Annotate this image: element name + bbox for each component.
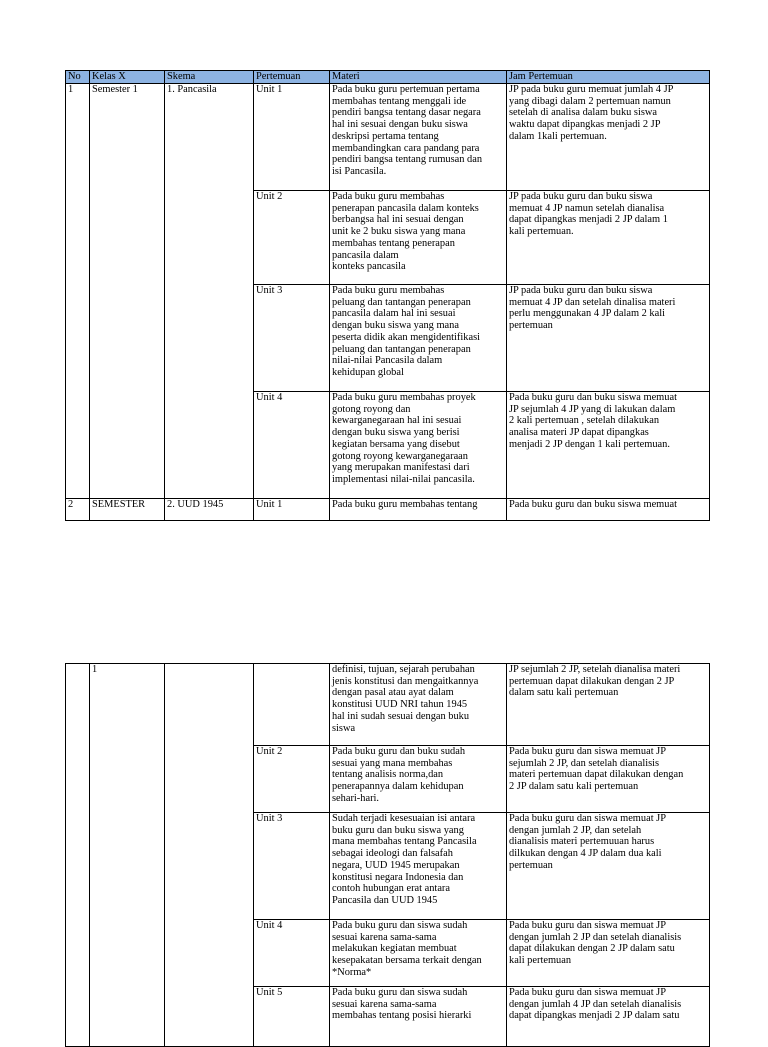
kelas-cell: 1 [90,664,165,1047]
materi-cell: Sudah terjadi kesesuaian isi antara buku guru dan buku siswa yang mana membahas tentang Pancasila sebagai ideologi dan falsafah negara, UUD 1945 merupakan konstitusi negara Indonesia dan contoh hubungan erat antara Pancasila dan UUD 1945 [330,813,507,920]
pertemuan-cell: Unit 4 [254,392,330,499]
materi-cell: Pada buku guru membahas tentang [330,499,507,521]
table-header-row [66,71,710,84]
pertemuan-cell: Unit 2 [254,191,330,285]
pertemuan-cell: Unit 1 [254,499,330,521]
kelas-cell: SEMESTER [90,499,165,521]
table-row [66,664,710,746]
pertemuan-cell [254,664,330,746]
table-row [66,84,710,191]
jam-cell: Pada buku guru dan siswa memuat JP dengan jumlah 4 JP dan setelah dianalisis dapat dipangkas menjadi 2 JP dalam satu [507,987,710,1047]
table-row [66,499,710,521]
jam-cell: Pada buku guru dan buku siswa memuat JP sejumlah 4 JP yang di lakukan dalam 2 kali pertemuan , setelah dilakukan analisa materi JP dapat dipangkas menjadi 2 JP dengan 1 kali pertemuan. [507,392,710,499]
materi-cell: Pada buku guru dan siswa sudah sesuai karena sama-sama membahas tentang posisi hierarki [330,987,507,1047]
header-pertemuan: Pertemuan [254,71,330,84]
materi-cell: Pada buku guru dan buku sudah sesuai yang mana membahas tentang analisis norma,dan penerapannya dalam kehidupan sehari-hari. [330,746,507,813]
materi-cell: Pada buku guru membahas proyek gotong royong dan kewarganegaraan hal ini sesuai dengan buku siswa yang berisi kegiatan bersama yang disebut gotong royong kewarganegaraan yang merupakan manifestasi dari implementasi nilai-nilai pancasila. [330,392,507,499]
pertemuan-cell: Unit 2 [254,746,330,813]
header-materi: Materi [330,71,507,84]
curriculum-table-top [65,70,710,521]
header-no: No [66,71,90,84]
header-jam-pertemuan: Jam Pertemuan [507,71,710,84]
jam-cell: JP pada buku guru memuat jumlah 4 JP yang dibagi dalam 2 pertemuan namun setelah di analisa dalam buku siswa waktu dapat dipangkas menjadi 2 JP dalam 1kali pertemuan. [507,84,710,191]
curriculum-table-continued [65,663,710,1047]
materi-cell: Pada buku guru membahas penerapan pancasila dalam konteks berbangsa hal ini sesuai dengan unit ke 2 buku siswa yang mana membahas tentang penerapan pancasila dalam konteks pancasila [330,191,507,285]
pertemuan-cell: Unit 5 [254,987,330,1047]
header-skema: Skema [165,71,254,84]
jam-cell: Pada buku guru dan siswa memuat JP sejumlah 2 JP, dan setelah dianalisis materi pertemuan dapat dilakukan dengan 2 JP dalam satu kali pertemuan [507,746,710,813]
jam-cell: JP sejumlah 2 JP, setelah dianalisa materi pertemuan dapat dilakukan dengan 2 JP dalam satu kali pertemuan [507,664,710,746]
skema-cell [165,664,254,1047]
pertemuan-cell: Unit 3 [254,813,330,920]
materi-cell: Pada buku guru pertemuan pertama membahas tentang menggali ide pendiri bangsa tentang dasar negara hal ini sesuai dengan buku siswa deskripsi pertama tentang membandingkan cara pandang para pendiri bangsa tentang rumusan dan isi Pancasila. [330,84,507,191]
pertemuan-cell: Unit 1 [254,84,330,191]
kelas-cell: Semester 1 [90,84,165,499]
jam-cell: JP pada buku guru dan buku siswa memuat 4 JP namun setelah dianalisa dapat dipangkas menjadi 2 JP dalam 1 kali pertemuan. [507,191,710,285]
materi-cell: definisi, tujuan, sejarah perubahan jenis konstitusi dan mengaitkannya dengan pasal atau ayat dalam konstitusi UUD NRI tahun 1945 hal ini sudah sesuai dengan buku siswa [330,664,507,746]
skema-cell: 2. UUD 1945 [165,499,254,521]
row-number: 2 [66,499,90,521]
pertemuan-cell: Unit 3 [254,285,330,392]
pertemuan-cell: Unit 4 [254,920,330,987]
materi-cell: Pada buku guru membahas peluang dan tantangan penerapan pancasila dalam hal ini sesuai dengan buku siswa yang mana peserta didik akan mengidentifikasi peluang dan tantangan penerapan nilai-nilai Pancasila dalam kehidupan global [330,285,507,392]
materi-cell: Pada buku guru dan siswa sudah sesuai karena sama-sama melakukan kegiatan membuat kesepakatan bersama terkait dengan *Norma* [330,920,507,987]
skema-cell: 1. Pancasila [165,84,254,499]
header-kelas: Kelas X [90,71,165,84]
jam-cell: JP pada buku guru dan buku siswa memuat 4 JP dan setelah dinalisa materi perlu menggunakan 4 JP dalam 2 kali pertemuan [507,285,710,392]
jam-cell: Pada buku guru dan buku siswa memuat [507,499,710,521]
row-number [66,664,90,1047]
jam-cell: Pada buku guru dan siswa memuat JP dengan jumlah 2 JP dan setelah dianalisis dapat dilakukan dengan 2 JP dalam satu kali pertemuan [507,920,710,987]
jam-cell: Pada buku guru dan siswa memuat JP dengan jumlah 2 JP, dan setelah dianalisis materi pertemuuan harus dilkukan dengan 4 JP dalam dua kali pertemuan [507,813,710,920]
row-number: 1 [66,84,90,499]
